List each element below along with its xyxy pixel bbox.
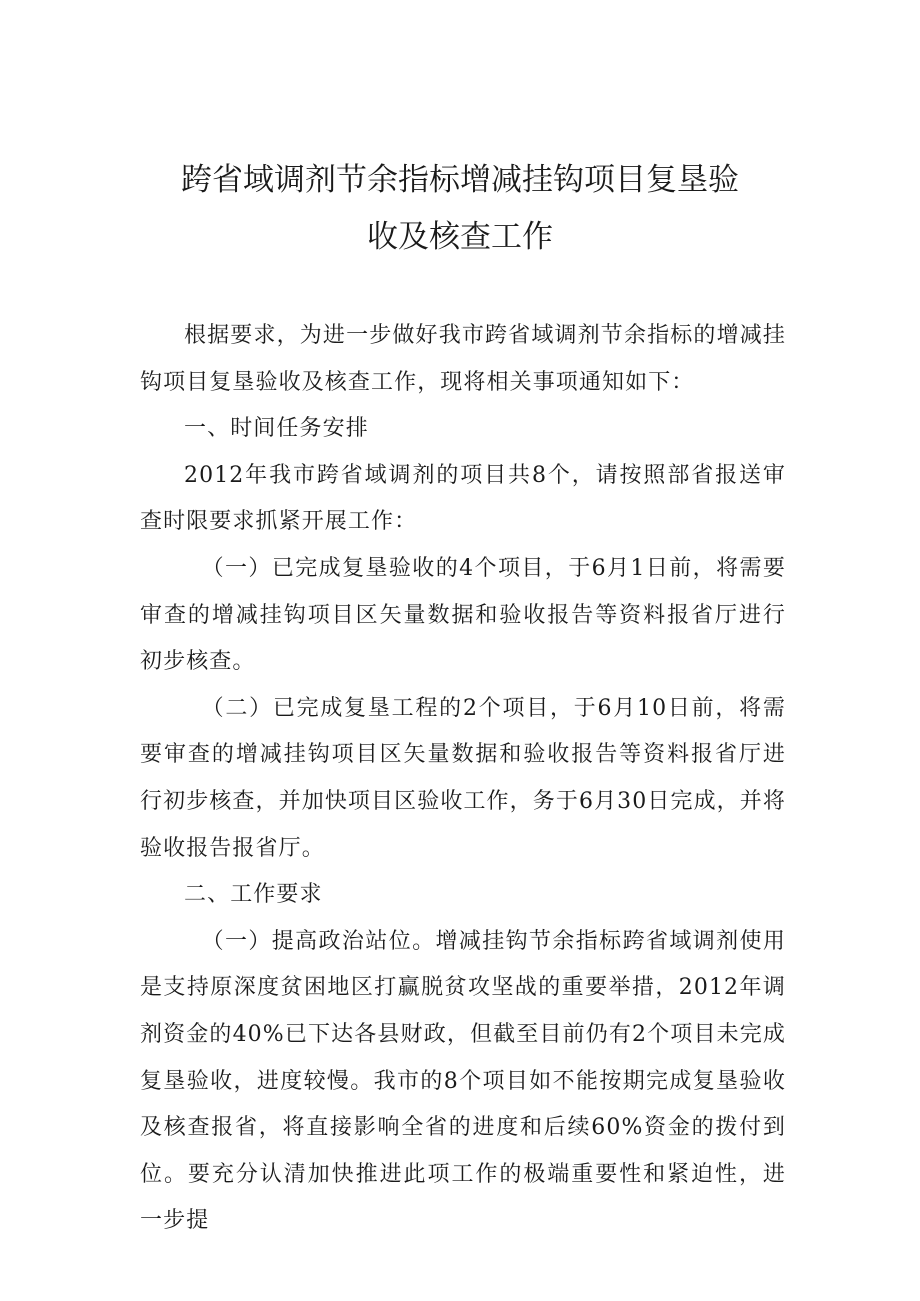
schedule-item-2: （二）已完成复垦工程的2个项目，于6月10日前，将需要审查的增减挂钩项目区矢量数据和验收报告等资料报省厅进行初步核查，并加快项目区验收工作，务于6月30日完成，并将验收报告报省厅。 xyxy=(140,695,786,861)
schedule-paragraph: 2012年我市跨省域调剂的项目共8个，请按照部省报送审查时限要求抓紧开展工作： xyxy=(140,462,786,535)
document-title-line-1: 跨省域调剂节余指标增减挂钩项目复垦验 xyxy=(181,162,739,198)
document-title-line-2: 收及核查工作 xyxy=(367,219,553,255)
intro-paragraph: 根据要求，为进一步做好我市跨省域调剂节余指标的增减挂钩项目复垦验收及核查工作，现将相关事项通知如下： xyxy=(140,323,786,395)
requirements-item-1: （一）提高政治站位。增减挂钩节余指标跨省域调剂使用是支持原深度贫困地区打赢脱贫攻坚战的重要举措，2012年调剂资金的40%已下达各县财政，但截至目前仍有2个项目未完成复垦验收，进度较慢。我市的8个项目如不能按期完成复垦验收及核查报省，将直接影响全省的进度和后续60%资金的拨付到位。要充分认清加快推进此项工作的极端重要性和紧迫性，进一步提 xyxy=(140,928,786,1234)
section-heading-schedule: 一、时间任务安排 xyxy=(184,416,369,442)
document-body xyxy=(140,313,786,1245)
schedule-item-1: （一）已完成复垦验收的4个项目，于6月1日前，将需要审查的增减挂钩项目区矢量数据和验收报告等资料报省厅进行初步核查。 xyxy=(140,555,786,675)
section-heading-requirements: 二、工作要求 xyxy=(184,882,323,908)
